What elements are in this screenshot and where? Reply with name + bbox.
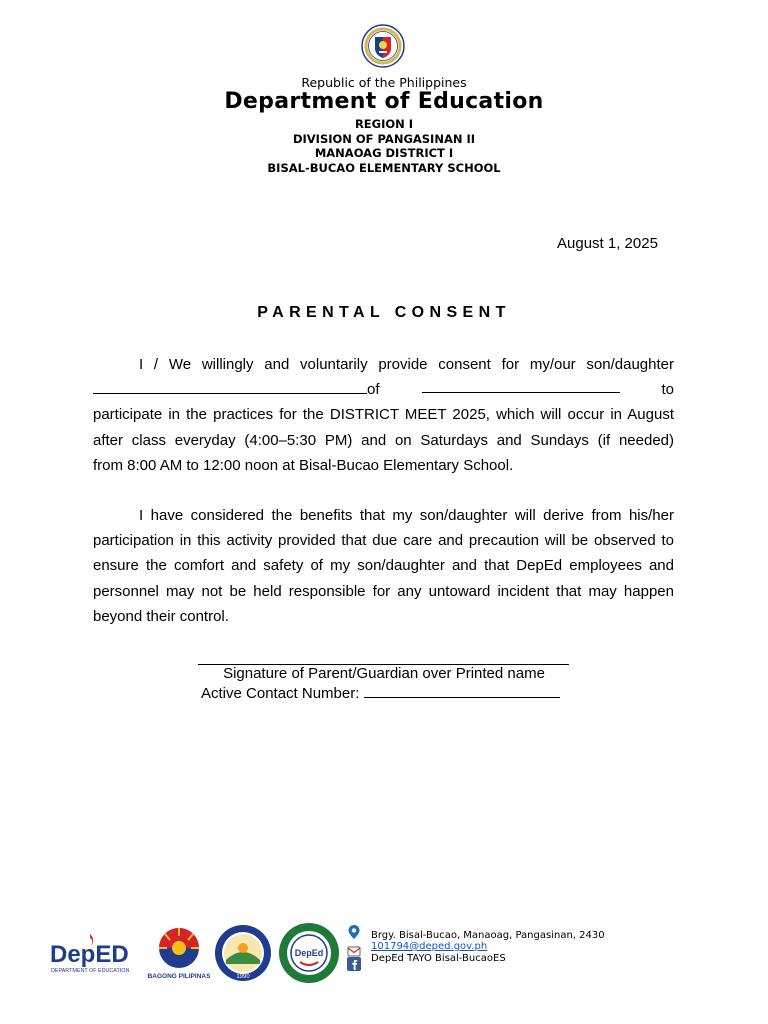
consent-paragraph [93,352,674,478]
letter-date: August 1, 2025 [557,235,658,252]
consent-line-3: participate in the practices for the DISTRICT MEET 2025, which will occur in August [93,406,674,424]
document-title: PARENTAL CONSENT [257,304,511,321]
benefits-line-4: personnel may not be held responsible for any untoward incident that may happen [93,582,674,600]
facebook-page-name: DepEd TAYO Bisal-BucaoES [371,953,506,964]
contact-number-blank[interactable] [364,682,560,698]
school-logo-icon [278,922,340,984]
benefits-paragraph [93,503,674,629]
bagong-pilipinas-logo-icon [148,924,210,980]
school-address: Brgy. Bisal-Bucao, Manaoag, Pangasinan, 2430 [371,930,605,941]
deped-logo-icon [50,932,134,976]
benefits-line-3: ensure the comfort and safety of my son/daughter and that DepEd employees and [93,557,674,575]
facebook-icon [346,956,362,972]
school-email-link[interactable]: 101794@deped.gov.ph [371,941,488,952]
division-text: DIVISION OF PANGASINAN II [292,131,476,146]
consent-line-1: I / We willingly and voluntarily provide consent for my/our son/daughter [139,356,674,373]
consent-blank-line [93,377,674,402]
to-text: to [661,381,674,399]
pangasinan-division-logo-icon [214,924,272,982]
of-text: of [367,381,380,399]
benefits-line-2: participation in this activity provided that due care and precaution will be observed to [93,532,674,550]
school-name: BISAL-BUCAO ELEMENTARY SCHOOL [267,160,501,175]
benefits-line-1: I have considered the benefits that my son/daughter will derive from his/her [139,507,674,524]
deped-logo-sub: DEPARTMENT OF EDUCATION [51,968,130,974]
benefits-line-5: beyond their control. [93,607,229,625]
consent-line-5: from 8:00 AM to 12:00 noon at Bisal-Bucao Elementary School. [93,456,514,474]
bagong-pilipinas-text: BAGONG PILIPINAS [148,973,210,980]
office-block [0,117,768,175]
signature-label: Signature of Parent/Guardian over Printed name [223,665,545,682]
district-text: MANAOAG DISTRICT I [314,146,454,160]
contact-number-row [201,682,560,702]
school-logo-text: DepEd [294,948,324,958]
deped-seal-icon [361,24,405,68]
pangasinan-year: 1990 [236,974,250,980]
grade-section-blank[interactable] [422,377,620,393]
contact-number-label: Active Contact Number: [201,685,360,702]
deped-logo-text: DepED [50,941,129,968]
location-pin-icon [346,924,362,940]
region-text: REGION I [354,117,414,131]
department-title: Department of Education [224,89,544,114]
student-name-blank[interactable] [93,378,367,394]
republic-text: Republic of the Philippines [301,75,467,90]
consent-line-4: after class everyday (4:00–5:30 PM) and on Saturdays and Sundays (if needed) [93,431,674,449]
